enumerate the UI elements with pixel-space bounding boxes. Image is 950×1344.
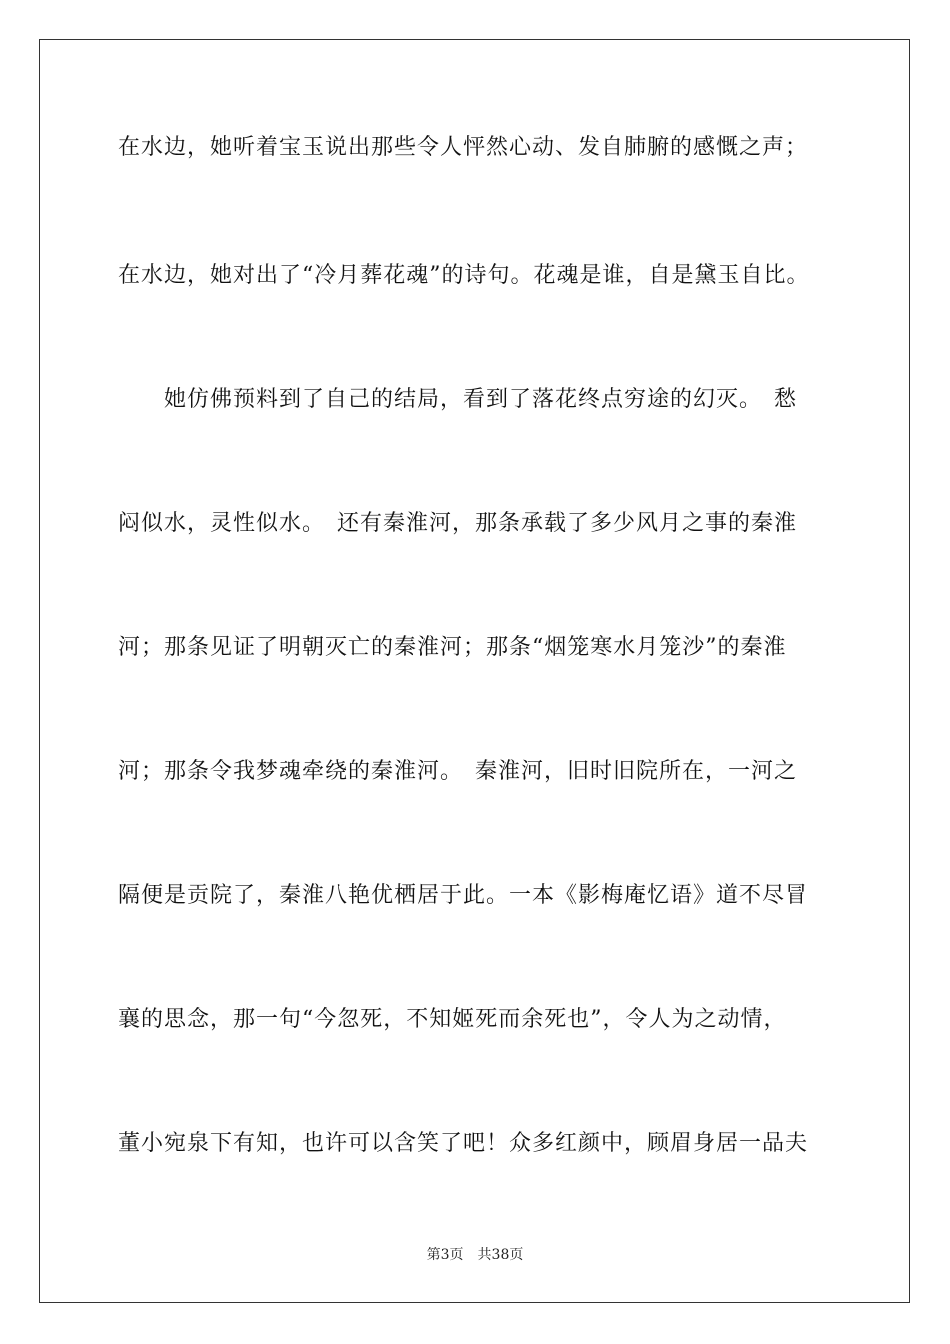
text-line: 在水边，她听着宝玉说出那些令人怦然心动、发自肺腑的感慨之声；	[118, 135, 809, 160]
text-line: 河；那条令我梦魂牵绕的秦淮河。 秦淮河，旧时旧院所在，一河之	[118, 759, 798, 784]
page-number-footer: 第3页 共38页	[426, 1247, 524, 1263]
text-line: 河；那条见证了明朝灭亡的秦淮河；那条“烟笼寒水月笼沙”的秦淮	[118, 635, 787, 660]
text-line: 在水边，她对出了“冷月葬花魂”的诗句。花魂是谁，自是黛玉自比。	[118, 263, 810, 288]
text-line: 闷似水，灵性似水。 还有秦淮河，那条承载了多少风月之事的秦淮	[118, 511, 798, 536]
text-line: 董小宛泉下有知，也许可以含笑了吧！众多红颜中，顾眉身居一品夫	[118, 1131, 809, 1156]
text-line: 隔便是贡院了，秦淮八艳优栖居于此。一本《影梅庵忆语》道不尽冒	[118, 883, 809, 908]
page-border	[39, 39, 910, 1303]
text-line: 襄的思念，那一句“今忽死，不知姬死而余死也”，令人为之动情，	[118, 1007, 787, 1032]
text-line: 她仿佛预料到了自己的结局，看到了落花终点穷途的幻灭。 愁	[118, 387, 798, 412]
